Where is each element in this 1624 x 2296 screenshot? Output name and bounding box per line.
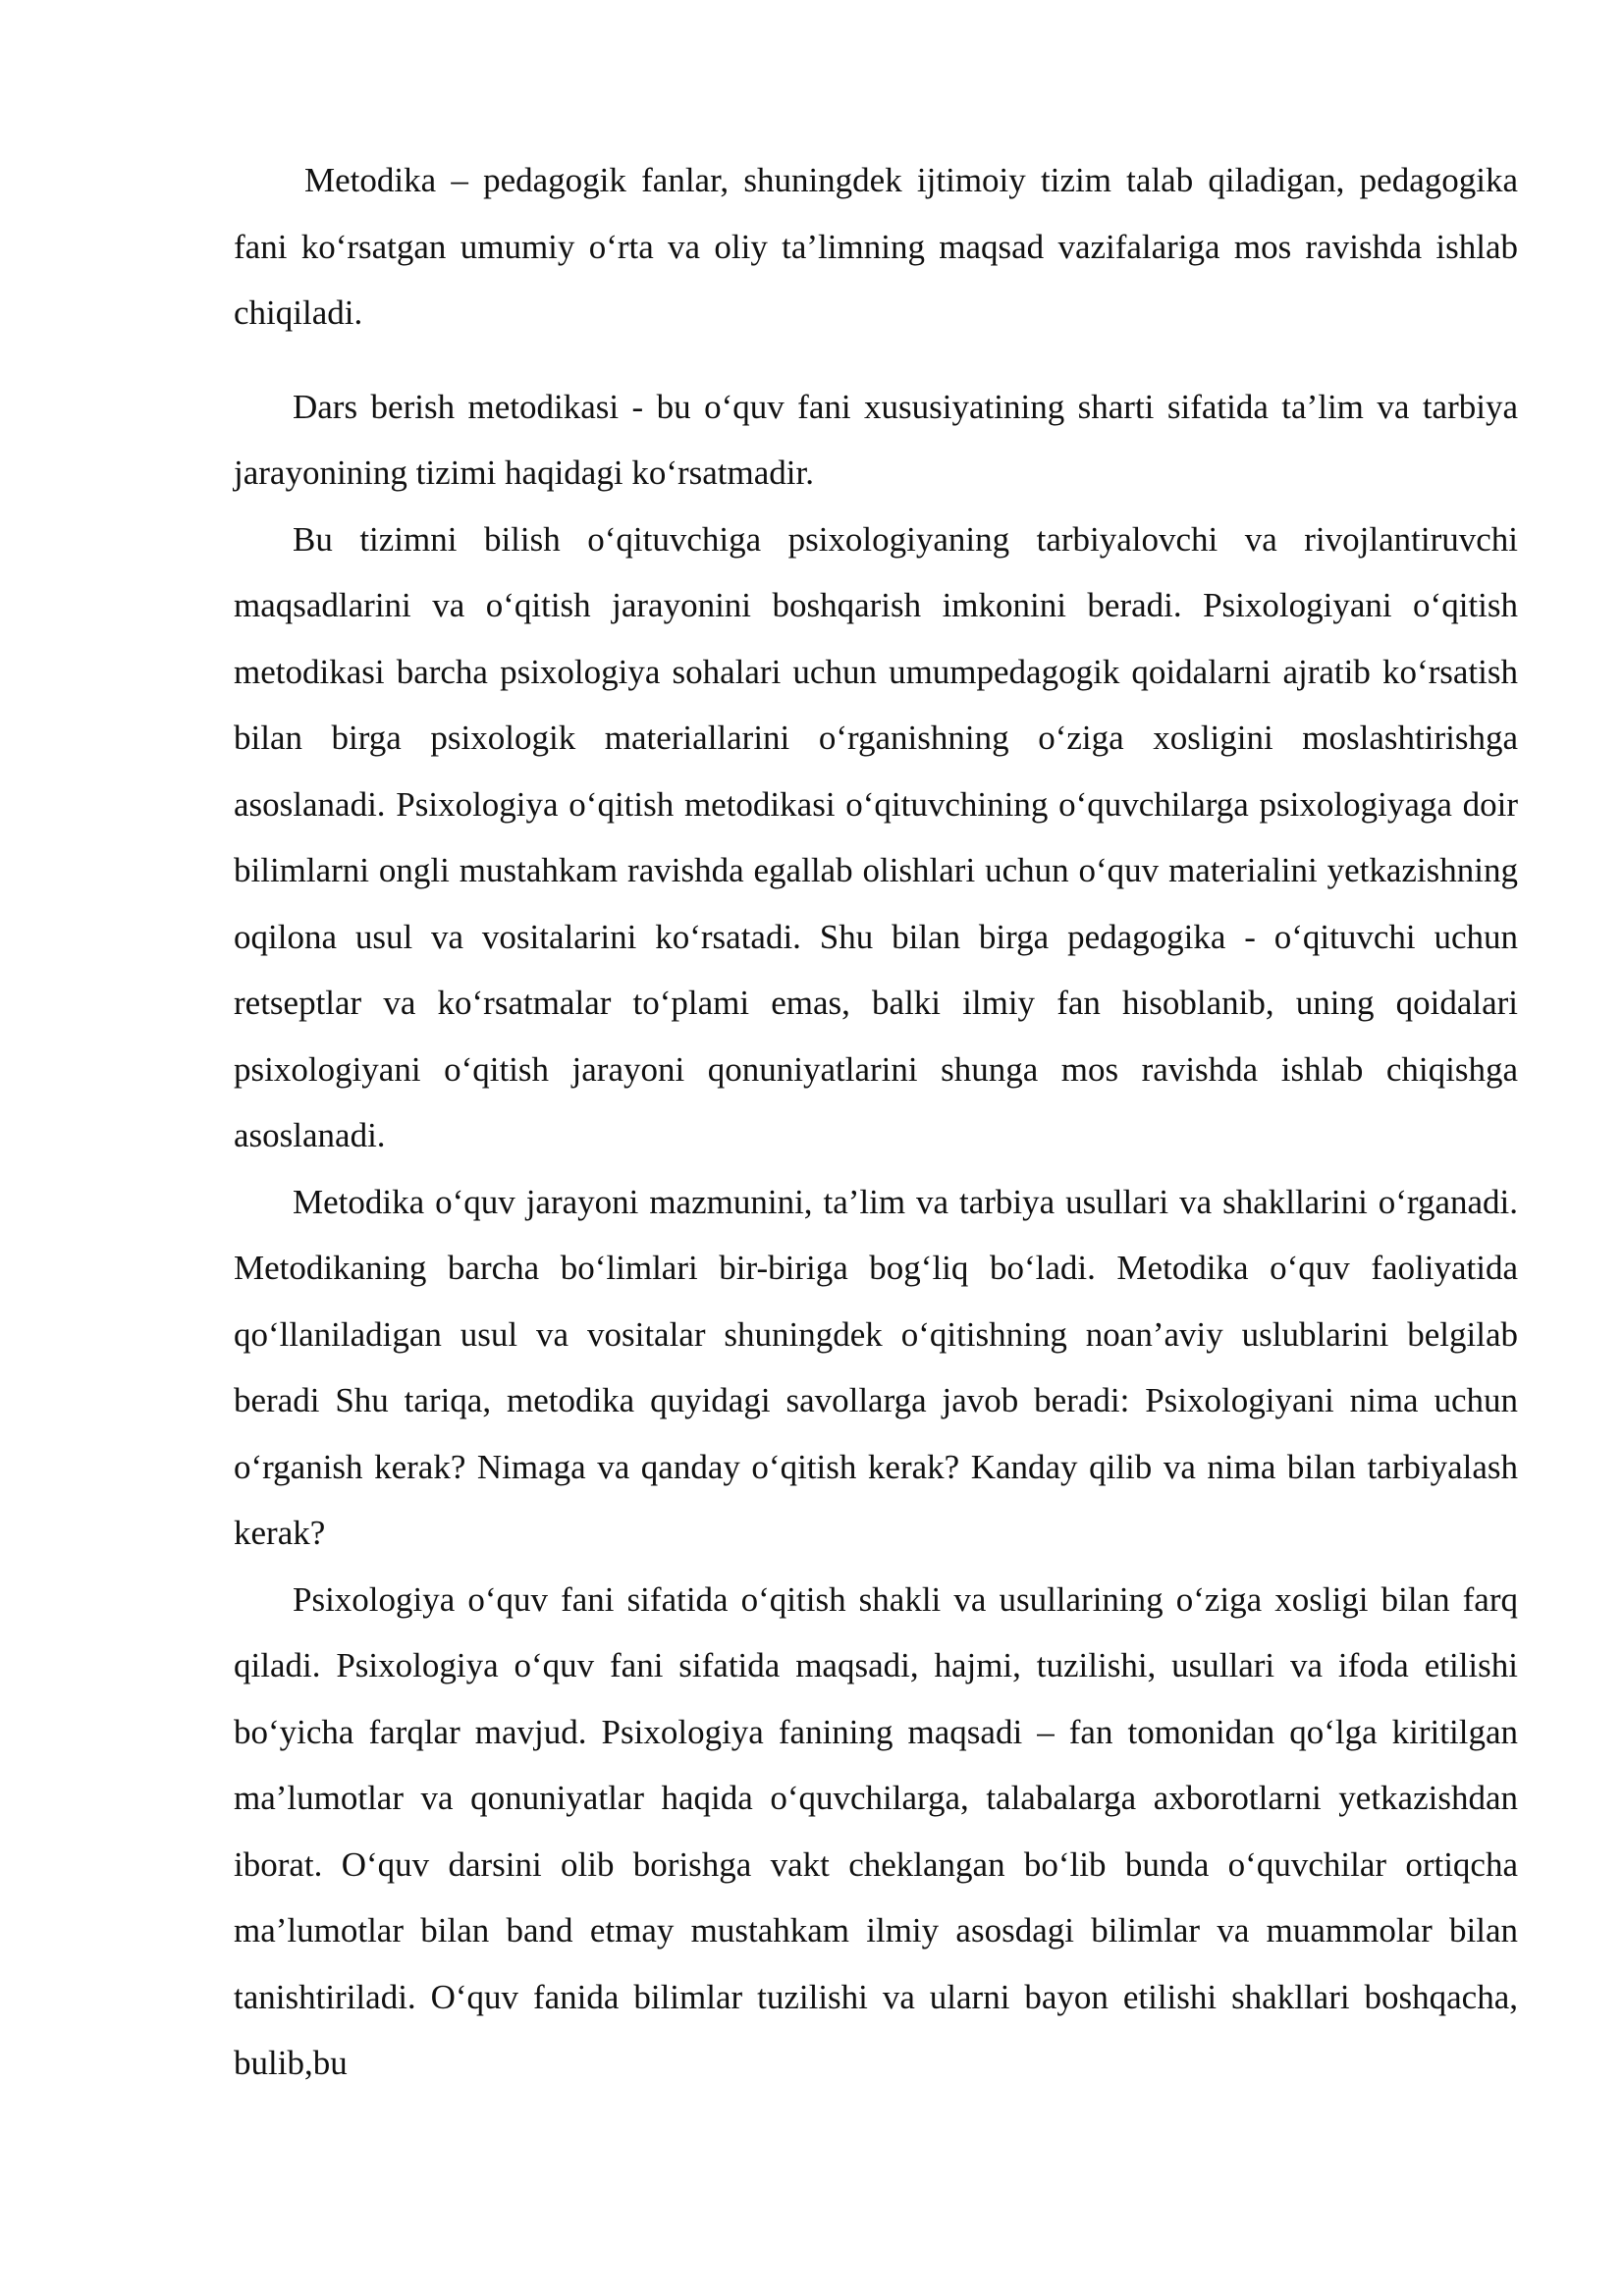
paragraph-dars-berish-metodikasi: Dars berish metodikasi - bu o‘quv fani xususiyatining sharti sifatida ta’lim va tarbiya jarayonining tizimi haqidagi ko‘rsatmadir. <box>234 387 1518 492</box>
paragraph-psixologiya-oquv-fani: Psixologiya o‘quv fani sifatida o‘qitish shakli va usullarining o‘ziga xosligi bilan farq qiladi. Psixologiya o‘quv fani sifatida maqsadi, hajmi, tuzilishi, usullari va ifoda etilishi bo‘yicha farqlar mavjud. Psixologiya fanining maqsadi – fan tomonidan qo‘lga kiritilgan ma’lumotlar va qonuniyatlar haqida o‘quvchilarga, talabalarga axborotlarni yetkazishdan iborat. O‘quv darsini olib borishga vakt cheklangan bo‘lib bunda o‘quvchilar ortiqcha ma’lumotlar bilan band etmay mustahkam ilmiy asosdagi bilimlar va muammolar bilan tanishtiriladi. O‘quv fanida bilimlar tuzilishi va ularni bayon etilishi shakllari boshqacha, bulib,bu <box>234 1579 1518 2082</box>
paragraph-metodika-mazmuni: Metodika o‘quv jarayoni mazmunini, ta’lim va tarbiya usullari va shakllarini o‘rganadi. Metodikaning barcha bo‘limlari bir-biriga bog‘liq bo‘ladi. Metodika o‘quv faoliyatida qo‘llaniladigan usul va vositalar shuningdek o‘qitishning noan’aviy uslublarini belgilab beradi Shu tariqa, metodika quyidagi savollarga javob beradi: Psixologiyani nima uchun o‘rganish kerak? Nimaga va qanday o‘qitish kerak? Kanday qilib va nima bilan tarbiyalash kerak? <box>234 1182 1518 1552</box>
paragraph-tizimni-bilish: Bu tizimni bilish o‘qituvchiga psixologiyaning tarbiyalovchi va rivojlantiruvchi maqsadlarini va o‘qitish jarayonini boshqarish imkonini beradi. Psixologiyani o‘qitish metodikasi barcha psixologiya sohalari uchun umumpedagogik qoidalarni ajratib ko‘rsatish bilan birga psixologik materiallarini o‘rganishning o‘ziga xosligini moslashtirishga asoslanadi. Psixologiya o‘qitish metodikasi o‘qituvchining o‘quvchilarga psixologiyaga doir bilimlarni ongli mustahkam ravishda egallab olishlari uchun o‘quv materialini yetkazishning oqilona usul va vositalarini ko‘rsatadi. Shu bilan birga pedagogika - o‘qituvchi uchun retseptlar va ko‘rsatmalar to‘plami emas, balki ilmiy fan hisoblanib, uning qoidalari psixologiyani o‘qitish jarayoni qonuniyatlarini shunga mos ravishda ishlab chiqishga asoslanadi. <box>234 519 1518 1154</box>
paragraph-metodika-definition: Metodika – pedagogik fanlar, shuningdek ijtimoiy tizim talab qiladigan, pedagogika fani ko‘rsatgan umumiy o‘rta va oliy ta’limning maqsad vazifalariga mos ravishda ishlab chiqiladi. <box>234 161 1518 332</box>
document-page <box>234 147 1518 2097</box>
